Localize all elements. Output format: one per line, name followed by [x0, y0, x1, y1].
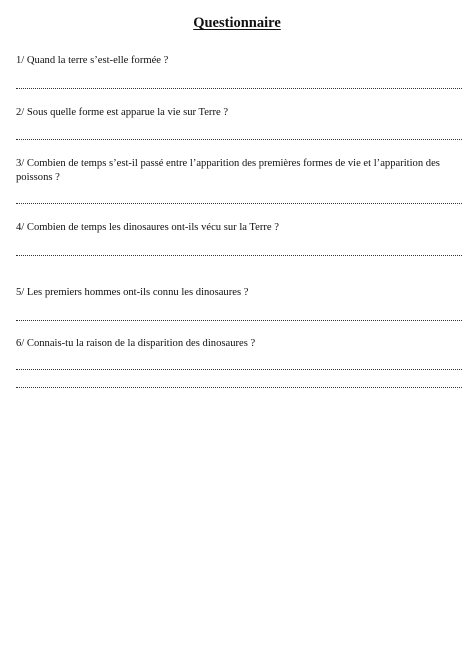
answer-line-1[interactable]: [16, 88, 462, 89]
answer-line-6b[interactable]: [16, 387, 462, 388]
question-2: 2/ Sous quelle forme est apparue la vie sur Terre ?: [16, 107, 229, 118]
answer-line-5[interactable]: [16, 320, 462, 321]
question-1: 1/ Quand la terre s’est-elle formée ?: [16, 55, 169, 66]
question-3: 3/ Combien de temps s’est-il passé entre l’apparition des premières formes de vie et l’apparition des poissons ?: [16, 158, 440, 183]
answer-line-6a[interactable]: [16, 369, 462, 370]
question-4: 4/ Combien de temps les dinosaures ont-ils vécu sur la Terre ?: [16, 222, 279, 233]
answer-line-4[interactable]: [16, 255, 462, 256]
question-6: 6/ Connais-tu la raison de la disparition des dinosaures ?: [16, 338, 256, 349]
answer-line-3[interactable]: [16, 203, 462, 204]
question-5: 5/ Les premiers hommes ont-ils connu les dinosaures ?: [16, 287, 249, 298]
page-title: Questionnaire: [193, 15, 281, 31]
answer-line-2[interactable]: [16, 139, 462, 140]
